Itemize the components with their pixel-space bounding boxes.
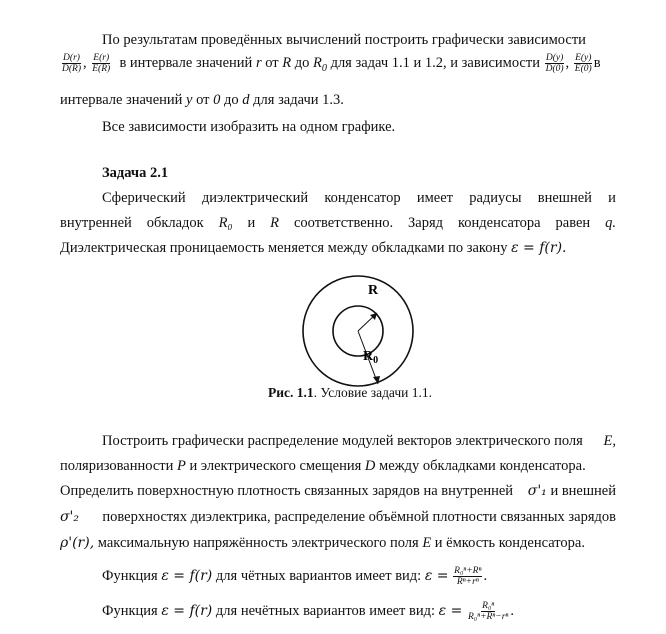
text: По результатам проведённых вычислений построить графически зависимости [102, 32, 586, 48]
fraction-e-r: $\frac{E(r)}{E(R)}$ [92, 53, 111, 75]
paragraph-1-line-1 [102, 30, 616, 50]
paragraph-3-line-1: Сферический диэлектрический конденсатор имеет радиусы внешней и [102, 190, 616, 206]
fraction-even: $\frac{\text{R₀ⁿ+Rⁿ}}{\text{Rⁿ+rⁿ}}$ [454, 566, 482, 588]
paragraph-4-line-2: поляризованности P и электрического смещения D между обкладками конденсатора. [60, 458, 586, 474]
fraction-d-y: $\frac{D(y)}{D(0)}$ [545, 53, 564, 75]
paragraph-4-line-1: Построить графически распределение модулей векторов электрического поля E, [102, 433, 616, 449]
fraction-odd: $\frac{\text{R₀ⁿ}}{\text{R₀ⁿ+Rⁿ−rⁿ}}$ [468, 601, 509, 623]
fraction-e-y: $\frac{E(y)}{E(0)}$ [574, 53, 592, 75]
paragraph-2: Все зависимости изобразить на одном графике. [102, 119, 396, 135]
paragraph-4-line-5: ρ'(r), максимальную напряжённость электрического поля E и ёмкость конденсатора. [60, 535, 585, 551]
formula-even: Функция ε = f(r) для чётных вариантов имеет вид: ε = $\frac{\text{R₀ⁿ+Rⁿ}}{\text{Rⁿ+rⁿ}}$ . [102, 566, 488, 588]
task-title: Задача 2.1 [102, 165, 169, 181]
paragraph-1-line-2: $\frac{D(r)}{D(R)}$ , $\frac{E(r)}{E(R)}$ в интервале значений r от R до $R_0$ для задач 1.1 и 1.2, и зависимости $\frac{D(y)}{D(0)}$ , $\frac{E(y)}{E(0)}$ в [62, 53, 601, 75]
paragraph-3-line-2: внутренней обкладок R₀ и R соответственно. Заряд конденсатора равен q. [60, 215, 616, 231]
formula-odd: Функция ε = f(r) для нечётных вариантов имеет вид: ε = $\frac{\text{R₀ⁿ}}{\text{R₀ⁿ+Rⁿ−rⁿ}}$ . [102, 601, 515, 623]
paragraph-1-line-3: интервале значений y от 0 до d для задачи 1.3. [60, 92, 344, 108]
paragraph-3-line-3: Диэлектрическая проницаемость меняется между обкладками по закону ε = f(r). [60, 240, 567, 256]
fraction-d-r: $\frac{D(r)}{D(R)}$ [62, 53, 81, 75]
figure-caption: Рис. 1.1. Условие задачи 1.1. [267, 385, 433, 400]
capacitor-figure [295, 268, 421, 394]
label-R: R [368, 283, 379, 298]
paragraph-4-line-4: σ'₂ поверхностях диэлектрика, распределение объёмной плотности связанных зарядов [60, 509, 616, 525]
paragraph-4-line-3: Определить поверхностную плотность связанных зарядов на внутренней σ'₁ и внешней [60, 483, 616, 499]
label-R0: $R_0$ [363, 349, 379, 366]
